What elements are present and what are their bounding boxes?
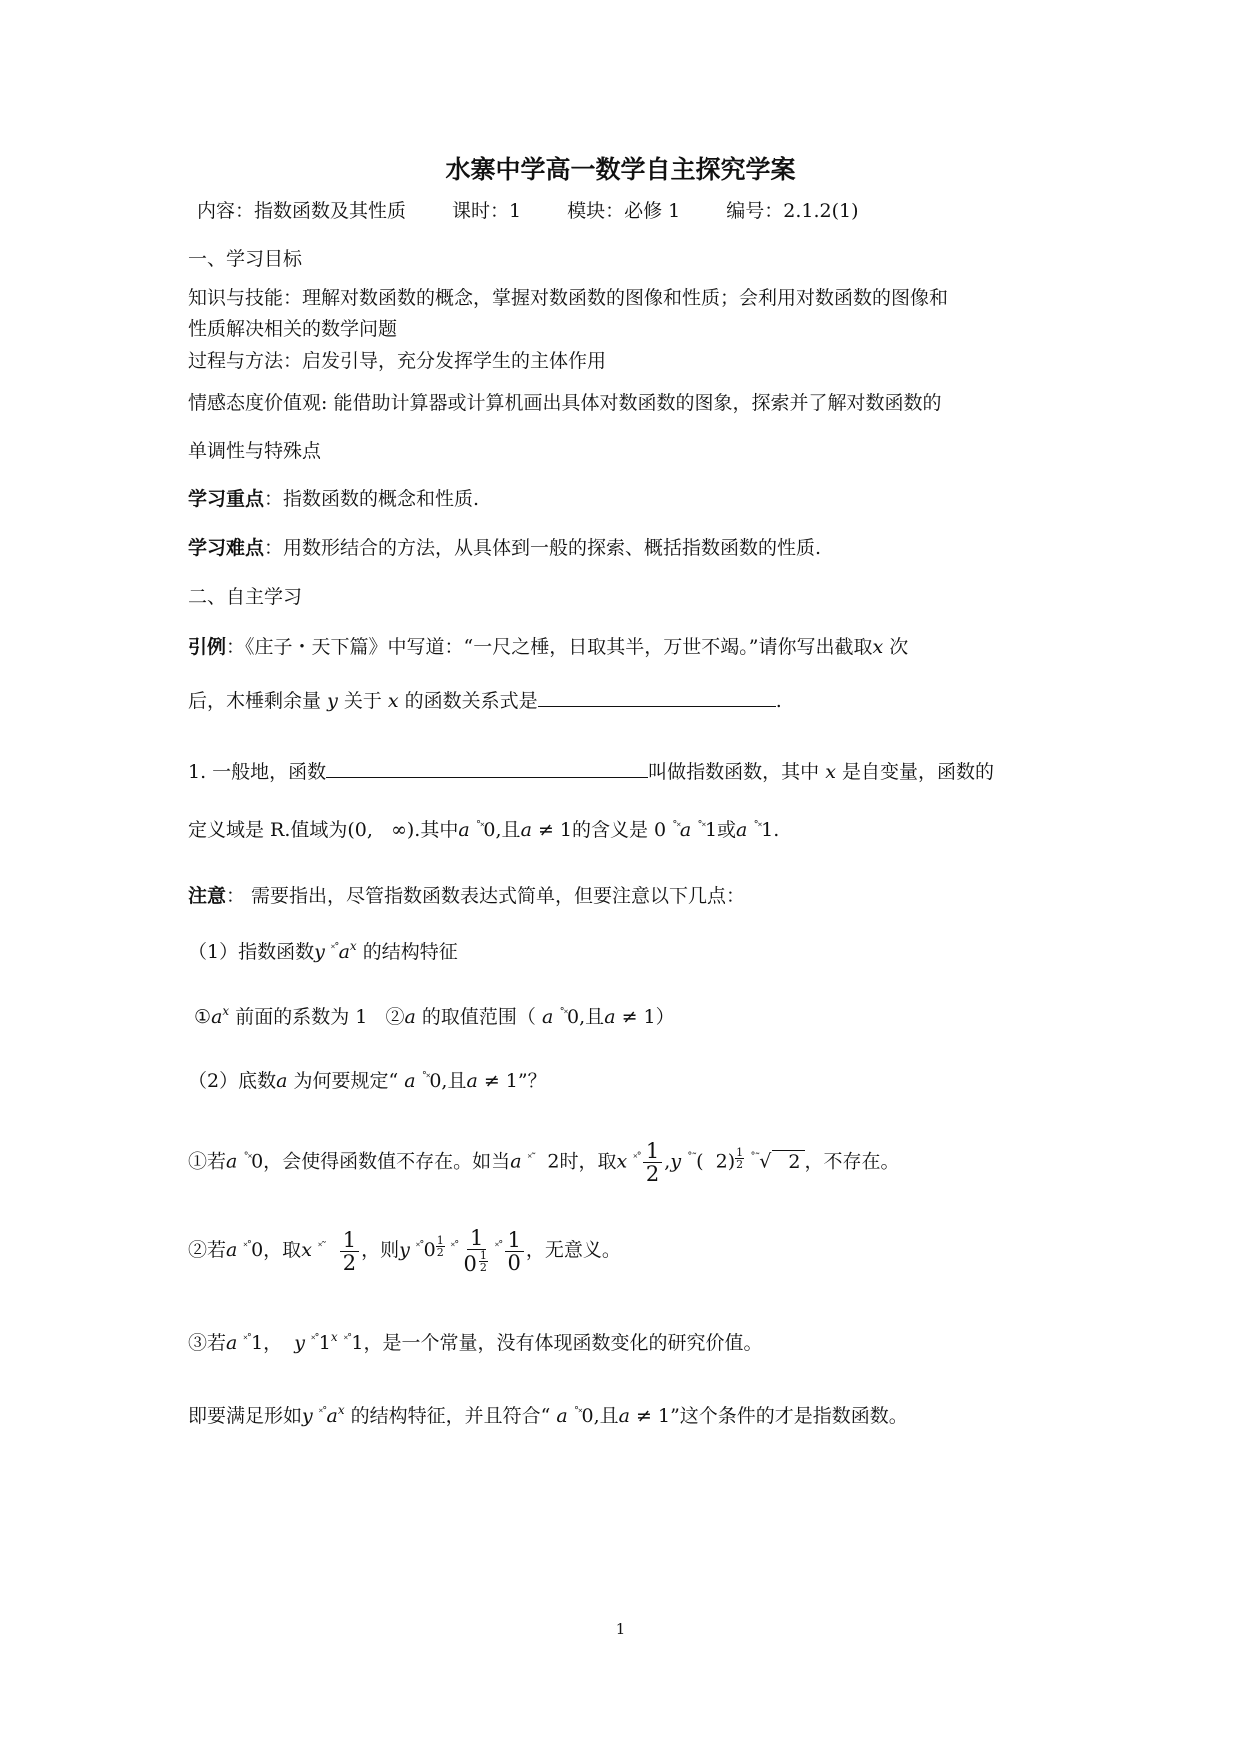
fraction-numerator: 1 (340, 1229, 359, 1252)
point-text: 的取值范围（ (421, 1006, 536, 1028)
symbol-mark: ˚˟ (573, 1406, 582, 1419)
symbol-mark: ˚˟ (475, 820, 484, 833)
var-a: a (618, 1405, 630, 1427)
fraction-denominator: 2 (436, 1246, 444, 1260)
section-heading-self-study: 二、自主学习 (188, 586, 303, 608)
reason-text: ，则 (361, 1239, 400, 1262)
exponent-x: x (349, 939, 357, 953)
difficulty-line (188, 533, 821, 560)
intro-text: 的函数关系式是 (404, 690, 538, 712)
definition-text: 1. 一般地，函数 (188, 761, 327, 783)
var-a: a (604, 1006, 616, 1028)
point-text: ≠ 1”？ (483, 1070, 547, 1092)
exponent-one-half (436, 1235, 445, 1258)
circled-number: ② (385, 1006, 405, 1028)
var-y: y (399, 1239, 410, 1262)
reason-text: ( (696, 1150, 704, 1173)
var-a: a (276, 1070, 288, 1092)
reason-text: 1， (251, 1332, 283, 1354)
symbol-mark: ˟˚ (415, 1240, 424, 1254)
symbol-mark: ˟˚ (243, 1333, 252, 1346)
var-a: a (338, 941, 350, 963)
var-x: x (387, 690, 399, 712)
fraction-denominator: 0 (507, 1250, 521, 1275)
knowledge-line-2: 性质解决相关的数学问题 (188, 318, 398, 340)
meta-module: 模块：必修 1 (567, 200, 681, 222)
var-y: y (327, 690, 338, 712)
intro-text: 次 (889, 636, 909, 658)
symbol-mark: ˚˟ (421, 1071, 430, 1084)
focus-line (188, 484, 479, 511)
definition-text: ≠ 1的含义是 0 (537, 819, 667, 841)
focus-label: 学习重点 (188, 488, 265, 510)
symbol-mark: ˚˟ (697, 820, 705, 833)
page-number: 1 (615, 1620, 626, 1638)
definition-text: 叫做指数函数，其中 (648, 761, 820, 783)
var-y: y (670, 1150, 682, 1173)
page-title: 水寨中学高一数学自主探究学案 (445, 155, 796, 184)
answer-blank[interactable] (326, 776, 648, 778)
intro-text: . (775, 690, 782, 712)
reason-text: 2) (715, 1150, 736, 1173)
definition-text: 是自变量，函数的 (842, 761, 995, 783)
symbol-mark: ˟˜ (527, 1151, 536, 1165)
fraction-denominator: 2 (479, 1261, 487, 1275)
fraction-denominator: 2 (736, 1157, 744, 1171)
reason-text: 2时，取 (547, 1150, 617, 1173)
point-text: ≠ 1） (621, 1006, 675, 1028)
symbol-mark: ˟˚ (311, 1333, 319, 1346)
summary-text: 0,且 (581, 1405, 619, 1427)
var-x: x (301, 1239, 312, 1262)
note-label: 注意 (188, 885, 227, 907)
var-a: a (736, 819, 748, 841)
var-a: a (466, 1070, 478, 1092)
reason-text: 0 (423, 1239, 436, 1262)
var-a: a (326, 1405, 338, 1427)
var-a: a (541, 1006, 554, 1028)
point-text: 的结构特征 (362, 941, 458, 963)
exponent-x: x (222, 1004, 230, 1018)
definition-text: 1. (761, 819, 780, 841)
difficulty-text: ：用数形结合的方法，从具体到一般的探索、概括指数函数的性质. (264, 537, 822, 559)
base-zero: 0 (463, 1252, 477, 1277)
answer-blank[interactable] (538, 705, 776, 707)
symbol-mark: ˟˚ (494, 1240, 503, 1254)
meta-period: 课时：1 (452, 200, 522, 222)
summary-text: 的结构特征，并且符合“ (350, 1405, 551, 1427)
reason-text: 1，是一个常量，没有体现函数变化的研究价值。 (351, 1332, 763, 1354)
intro-line-1 (188, 632, 908, 659)
fraction-one-over-zero (505, 1229, 524, 1274)
point-text: （2）底数 (188, 1070, 277, 1092)
var-a: a (211, 1006, 223, 1028)
symbol-mark: ˚˟ (753, 820, 762, 833)
exponent-one-half (477, 1250, 490, 1273)
circled-number: ① (194, 1006, 212, 1028)
point-1-details (188, 1002, 675, 1029)
var-y: y (294, 1332, 306, 1354)
definition-line-2 (188, 815, 779, 842)
intro-line-2 (188, 686, 782, 713)
point-text: 为何要规定“ (293, 1070, 399, 1092)
reason-text: ②若 (188, 1239, 227, 1262)
fraction-numerator: 1 (467, 1227, 486, 1250)
summary-line (188, 1401, 908, 1428)
fraction-one-half (643, 1140, 662, 1185)
exponent-one-half (735, 1147, 744, 1170)
summary-text: 即要满足形如 (188, 1405, 303, 1427)
emotion-line-1: 情感态度价值观: 能借助计算器或计算机画出具体对数函数的图象，探索并了解对数函数的 (188, 392, 942, 414)
var-x: x (616, 1150, 628, 1173)
symbol-mark: ˚˜ (687, 1151, 697, 1165)
note-text: ： 需要指出，尽管指数函数表达式简单，但要注意以下几点： (226, 885, 746, 907)
intro-text: 关于 (343, 690, 382, 712)
meta-content: 内容：指数函数及其性质 (197, 200, 407, 222)
reason-2-line (188, 1227, 621, 1275)
symbol-mark: ˚˟ (559, 1007, 568, 1020)
radicand: 2 (788, 1150, 801, 1173)
var-a: a (226, 1150, 238, 1173)
symbol-mark: ˟˜ (317, 1240, 326, 1254)
symbol-mark: ˟˚ (243, 1240, 252, 1254)
point-2-line (188, 1066, 547, 1093)
reason-text: ，无意义。 (525, 1239, 621, 1262)
reason-text: 0，会使得函数值不存在。如当 (251, 1150, 511, 1173)
reason-text: , (664, 1150, 671, 1173)
var-a: a (679, 819, 692, 841)
summary-text: ≠ 1”这个条件的才是指数函数。 (636, 1405, 908, 1427)
var-x: x (872, 636, 884, 658)
focus-text: ：指数函数的概念和性质. (264, 488, 480, 510)
definition-text: 1或 (704, 819, 737, 841)
reason-text: 0，取 (251, 1239, 302, 1262)
point-text: 0,且 (429, 1070, 467, 1092)
var-x: x (825, 761, 836, 783)
fraction-one-half (340, 1229, 359, 1274)
fraction-denominator: 2 (342, 1250, 357, 1275)
symbol-mark: ˚˜ (750, 1151, 760, 1165)
definition-text: ∞).其中 (391, 819, 459, 841)
reason-text: ①若 (188, 1150, 227, 1173)
definition-text: 定义域是 R.值域为(0, (188, 819, 373, 841)
reason-text: ③若 (188, 1332, 227, 1354)
fraction-numerator: 1 (436, 1234, 444, 1248)
knowledge-line-1: 知识与技能：理解对数函数的概念，掌握对数函数的图像和性质；会利用对数函数的图像和 (188, 287, 949, 309)
symbol-mark: ˟˚ (450, 1240, 459, 1254)
difficulty-label: 学习难点 (188, 537, 265, 559)
point-1-line (188, 937, 458, 964)
intro-label: 引例 (188, 636, 227, 658)
fraction-denominator: 2 (645, 1162, 660, 1187)
fraction-numerator: 1 (643, 1140, 662, 1163)
point-text: （1）指数函数 (188, 941, 315, 963)
reason-3-line (188, 1328, 762, 1355)
symbol-mark: ˟˚ (343, 1333, 352, 1346)
emotion-line-2: 单调性与特殊点 (188, 440, 322, 462)
symbol-mark: ˚˟ (672, 820, 680, 833)
process-line: 过程与方法：启发引导，充分发挥学生的主体作用 (188, 350, 607, 372)
var-a: a (226, 1239, 238, 1262)
fraction-numerator: 1 (736, 1145, 744, 1159)
meta-code: 编号：2.1.2(1) (726, 200, 859, 222)
fraction-one-over-root-zero (460, 1227, 492, 1275)
symbol-mark: ˟˚ (633, 1151, 641, 1165)
var-a: a (520, 819, 532, 841)
reason-1-line: ①若a ˚˟0，会使得函数值不存在。如当a ˟˜ 2时，取x ˟˚ $\frac{1}{2}$ ,y ˚˜( 2) $\frac{1}{2}$ ˚˜√ 2 ，不存在。 (188, 1139, 900, 1187)
fraction-numerator: 1 (505, 1229, 524, 1252)
var-y: y (302, 1405, 313, 1427)
var-a: a (404, 1070, 416, 1092)
var-a: a (226, 1332, 238, 1354)
point-text: 0,且 (567, 1006, 605, 1028)
meta-line (197, 196, 859, 223)
var-a: a (556, 1405, 568, 1427)
point-text: 前面的系数为 1 (235, 1006, 368, 1028)
var-a: a (458, 819, 470, 841)
note-line (188, 881, 745, 908)
symbol-mark: ˟˚ (330, 942, 339, 955)
reason-text: 1 (318, 1332, 331, 1354)
var-a: a (404, 1006, 416, 1028)
square-root (772, 1150, 804, 1173)
section-heading-goals: 一、学习目标 (188, 248, 303, 270)
var-a: a (510, 1150, 522, 1173)
definition-text: 0,且 (483, 819, 521, 841)
fraction-numerator: 1 (479, 1249, 487, 1263)
fraction-denominator (460, 1250, 492, 1275)
definition-line-1 (188, 757, 994, 784)
var-y: y (314, 941, 325, 963)
reason-text: ，不存在。 (804, 1150, 900, 1173)
symbol-mark: ˚˟ (243, 1151, 252, 1165)
intro-text: 后，木棰剩余量 (188, 690, 322, 712)
symbol-mark: ˟˚ (318, 1406, 327, 1419)
exponent-x: x (330, 1330, 338, 1344)
intro-text: ：《庄子・天下篇》中写道：“一尺之棰，日取其半，万世不竭。”请你写出截取 (226, 636, 873, 658)
exponent-x: x (337, 1403, 345, 1417)
